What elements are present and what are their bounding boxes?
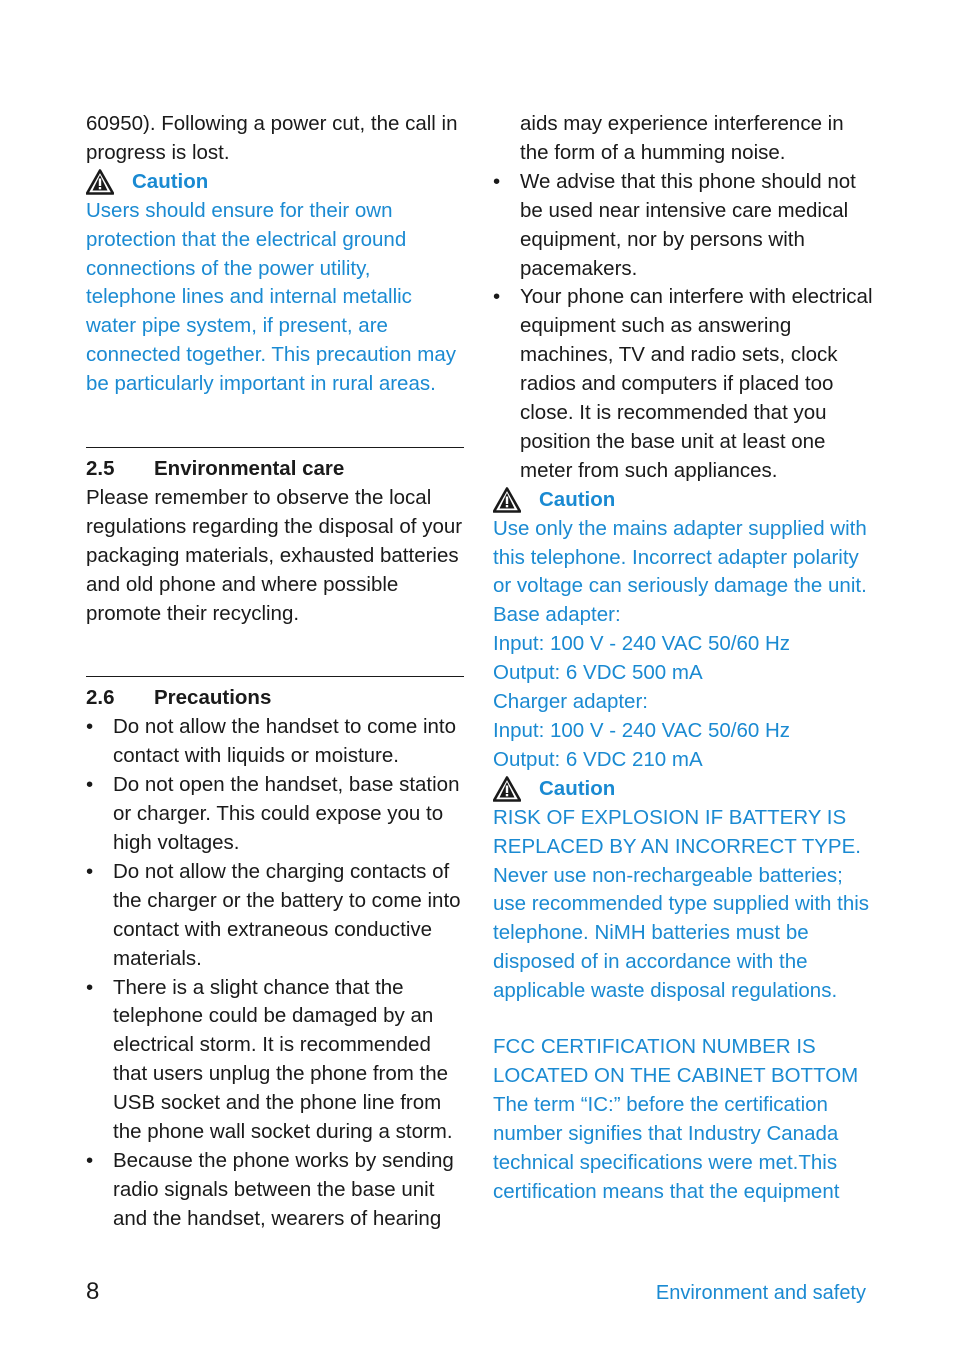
warning-triangle-icon (493, 776, 521, 802)
section-heading-prec (86, 684, 464, 713)
precautions-list (86, 713, 464, 1233)
caution-text-2 (493, 515, 873, 775)
fcc-text: The term “IC:” before the certification number signifies that Industry Canada technical specifications were met.This certification means that the equipment (493, 1092, 840, 1203)
section-number-prec: 2.6 (86, 686, 115, 710)
continued-text: aids may experience interference in the form of a humming noise. (520, 112, 844, 164)
caution-line: Output: 6 VDC 500 mA (493, 661, 703, 685)
section-divider-prec (86, 676, 464, 677)
warning-triangle-icon (86, 169, 114, 195)
list-item: • Because the phone works by sending radio signals between the base unit and the handset, wearers of hearing (86, 1147, 464, 1234)
intro-text: 60950). Following a power cut, the call in progress is lost. (86, 112, 458, 164)
page-number: 8 (86, 1278, 100, 1305)
section-divider-env (86, 447, 464, 448)
caution-label-1: Caution (132, 169, 209, 193)
caution-line: Input: 100 V - 240 VAC 50/60 Hz (493, 632, 791, 656)
caution-line: Output: 6 VDC 210 mA (493, 747, 703, 771)
list-item: • We advise that this phone should not be used near intensive care medical equipment, nor by persons with pacemakers. (493, 168, 873, 284)
list-item: • Do not allow the charging contacts of the charger or the battery to come into contact with extraneous conductive materials. (86, 858, 464, 974)
warning-triangle-icon (493, 487, 521, 513)
left-column (86, 110, 464, 1234)
list-item: • There is a slight chance that the telephone could be damaged by an electrical storm. It is recommended that users unplug the phone from the USB socket and the phone line from the phone wall socket during a storm. (86, 974, 464, 1147)
caution-label-3: Caution (539, 776, 616, 800)
section-number-env: 2.5 (86, 457, 115, 481)
env-text: Please remember to observe the local regulations regarding the disposal of your packaging materials, exhausted batteries and old phone and where possible promote their recycling. (86, 485, 463, 625)
list-item: • Your phone can interfere with electrical equipment such as answering machines, TV and radio sets, clock radios and computers if placed too close. It is recommended that you position the base unit at least one meter from such appliances. (493, 283, 873, 485)
list-item: • Do not allow the handset to come into contact with liquids or moisture. (86, 713, 464, 771)
caution-text-1: Users should ensure for their own protection that the electrical ground connections of the power utility, telephone lines and internal metallic water pipe system, if present, are connected together. This precaution may be particularly important in rural areas. (86, 198, 456, 396)
caution-heading-2 (493, 486, 873, 515)
caution-heading-3 (493, 775, 873, 804)
caution-line: Use only the mains adapter supplied with this telephone. Incorrect adapter polarity or voltage can seriously damage the unit. (493, 516, 867, 598)
caution-heading-1 (86, 168, 464, 197)
caution-line: Charger adapter: (493, 690, 648, 714)
fcc-heading: FCC CERTIFICATION NUMBER IS LOCATED ON THE CABINET BOTTOM (493, 1035, 859, 1087)
caution-label-2: Caution (539, 487, 616, 511)
precautions-list-continued (493, 168, 873, 486)
caution-text-3: RISK OF EXPLOSION IF BATTERY IS REPLACED BY AN INCORRECT TYPE. Never use non-rechargeable batteries; use recommended type supplied with this telephone. NiMH batteries must be disposed of in accordance with the applicable waste disposal regulations. (493, 805, 870, 1003)
list-item: • Do not open the handset, base station or charger. This could expose you to high voltages. (86, 771, 464, 858)
right-column (493, 110, 873, 1207)
section-title-prec: Precautions (154, 686, 272, 710)
caution-line: Input: 100 V - 240 VAC 50/60 Hz (493, 719, 791, 743)
caution-line: Base adapter: (493, 603, 621, 627)
section-title-env: Environmental care (154, 457, 345, 481)
footer-section-title: Environment and safety (655, 1282, 866, 1304)
section-heading-env (86, 455, 464, 484)
